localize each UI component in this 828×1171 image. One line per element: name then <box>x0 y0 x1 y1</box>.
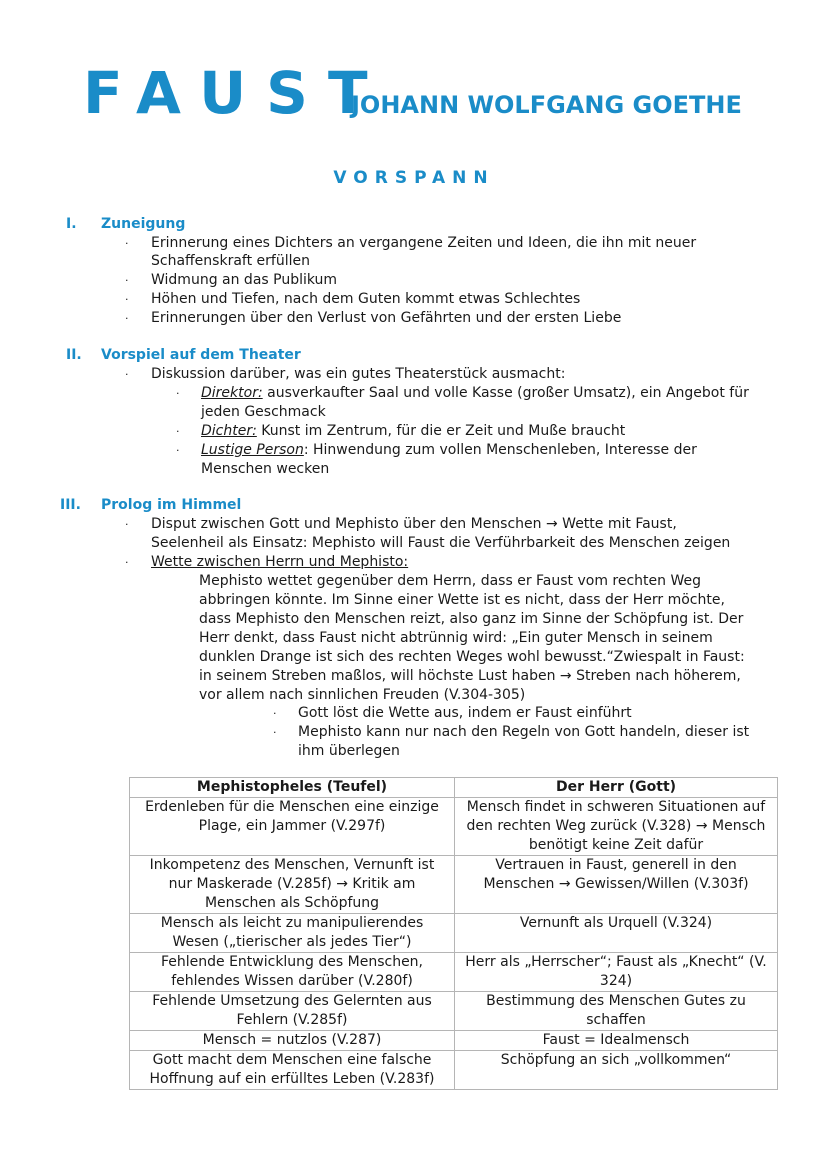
poet-label: Dichter: <box>201 423 257 439</box>
director-text: ausverkaufter Saal und volle Kasse (großer Umsatz), ein Angebot für <box>262 385 749 401</box>
bullet-icon: · <box>176 425 180 438</box>
list-item: Erinnerung eines Dichters an vergangene Zeiten und Ideen, die ihn mit neuer <box>151 235 697 251</box>
list-item: ihm überlegen <box>298 743 400 759</box>
bullet-icon: · <box>176 387 180 400</box>
table-cell: Schöpfung an sich „vollkommen“ <box>455 1051 778 1090</box>
section-title: VORSPANN <box>333 168 495 188</box>
table-cell: Inkompetenz des Menschen, Vernunft ist nur Maskerade (V.285f) → Kritik am Menschen als Schöpfung <box>130 856 455 914</box>
bullet-icon: · <box>125 556 129 569</box>
funny-person-text: : Hinwendung zum vollen Menschenleben, Interesse der <box>303 442 697 458</box>
bullet-icon: · <box>273 707 277 720</box>
list-item <box>201 441 697 460</box>
table-cell: Vertrauen in Faust, generell in den Menschen → Gewissen/Willen (V.303f) <box>455 856 778 914</box>
section-number: III. <box>60 497 81 513</box>
table-row <box>130 856 778 914</box>
list-item: Schaffenskraft erfüllen <box>151 253 310 269</box>
list-item: Höhen und Tiefen, nach dem Guten kommt etwas Schlechtes <box>151 291 581 307</box>
list-item: Erinnerungen über den Verlust von Gefährten und der ersten Liebe <box>151 310 622 326</box>
table-cell: Fehlende Entwicklung des Menschen, fehlendes Wissen darüber (V.280f) <box>130 953 455 992</box>
table-row <box>130 798 778 856</box>
table-cell: Mensch = nutzlos (V.287) <box>130 1031 455 1051</box>
paragraph-line: in seinem Streben maßlos, will höchste Lust haben → Streben nach höherem, <box>199 668 741 684</box>
bullet-icon: · <box>125 312 129 325</box>
table-cell: Herr als „Herrscher“; Faust als „Knecht“ (V. 324) <box>455 953 778 992</box>
paragraph-line: vor allem nach sinnlichen Freuden (V.304-305) <box>199 687 526 703</box>
bullet-icon: · <box>125 274 129 287</box>
section-number: I. <box>66 216 77 232</box>
table-row <box>130 914 778 953</box>
comparison-table <box>129 777 778 1090</box>
list-item <box>201 422 625 441</box>
bullet-icon: · <box>273 726 277 739</box>
column-header-lord: Der Herr (Gott) <box>455 778 778 798</box>
paragraph-line: Herr denkt, dass Faust nicht abtrünnig wird: „Ein guter Mensch in seinem <box>199 630 713 646</box>
paragraph-line: dass Mephisto den Menschen reizt, also ganz im Sinne der Schöpfung ist. Der <box>199 611 744 627</box>
list-item <box>201 384 749 403</box>
section-heading: Vorspiel auf dem Theater <box>101 347 301 363</box>
section-heading: Zuneigung <box>101 216 186 232</box>
list-item: jeden Geschmack <box>201 404 326 420</box>
director-label: Direktor: <box>201 385 263 401</box>
bullet-icon: · <box>176 444 180 457</box>
table-cell: Bestimmung des Menschen Gutes zu schaffen <box>455 992 778 1031</box>
list-item: Widmung an das Publikum <box>151 272 338 288</box>
list-item: Wette zwischen Herrn und Mephisto: <box>151 554 409 570</box>
author-name: JOHANN WOLFGANG GOETHE <box>351 91 742 119</box>
funny-person-label: Lustige Person <box>201 442 304 458</box>
table-cell: Fehlende Umsetzung des Gelernten aus Fehlern (V.285f) <box>130 992 455 1031</box>
table-row <box>130 1031 778 1051</box>
list-item: Gott löst die Wette aus, indem er Faust einführt <box>298 705 632 721</box>
paragraph-line: dunklen Drange ist sich des rechten Weges wohl bewusst.“Zwiespalt in Faust: <box>199 649 745 665</box>
table-row <box>130 992 778 1031</box>
list-item: Disput zwischen Gott und Mephisto über den Menschen → Wette mit Faust, <box>151 516 677 532</box>
bullet-icon: · <box>125 518 129 531</box>
list-item: Diskussion darüber, was ein gutes Theaterstück ausmacht: <box>151 366 566 382</box>
table-cell: Mensch als leicht zu manipulierendes Wesen („tierischer als jedes Tier“) <box>130 914 455 953</box>
table-cell: Mensch findet in schweren Situationen auf den rechten Weg zurück (V.328) → Mensch benötigt keine Zeit dafür <box>455 798 778 856</box>
paragraph-line: Mephisto wettet gegenüber dem Herrn, dass er Faust vom rechten Weg <box>199 573 702 589</box>
table-cell: Gott macht dem Menschen eine falsche Hoffnung auf ein erfülltes Leben (V.283f) <box>130 1051 455 1090</box>
table-cell: Vernunft als Urquell (V.324) <box>455 914 778 953</box>
table-header-row <box>130 778 778 798</box>
list-item: Mephisto kann nur nach den Regeln von Gott handeln, dieser ist <box>298 724 750 740</box>
table-cell: Faust = Idealmensch <box>455 1031 778 1051</box>
bullet-icon: · <box>125 237 129 250</box>
table-row <box>130 1051 778 1090</box>
paragraph-line: abbringen könnte. Im Sinne einer Wette ist es nicht, dass der Herr möchte, <box>199 592 725 608</box>
table-cell: Erdenleben für die Menschen eine einzige Plage, ein Jammer (V.297f) <box>130 798 455 856</box>
document-title: FAUST <box>83 59 388 127</box>
section-heading: Prolog im Himmel <box>101 497 242 513</box>
bullet-icon: · <box>125 293 129 306</box>
bullet-icon: · <box>125 368 129 381</box>
section-number: II. <box>66 347 82 363</box>
column-header-mephisto: Mephistopheles (Teufel) <box>130 778 455 798</box>
table-row <box>130 953 778 992</box>
poet-text: Kunst im Zentrum, für die er Zeit und Muße braucht <box>256 423 626 439</box>
list-item: Menschen wecken <box>201 461 330 477</box>
list-item: Seelenheil als Einsatz: Mephisto will Faust die Verführbarkeit des Menschen zeigen <box>151 535 731 551</box>
